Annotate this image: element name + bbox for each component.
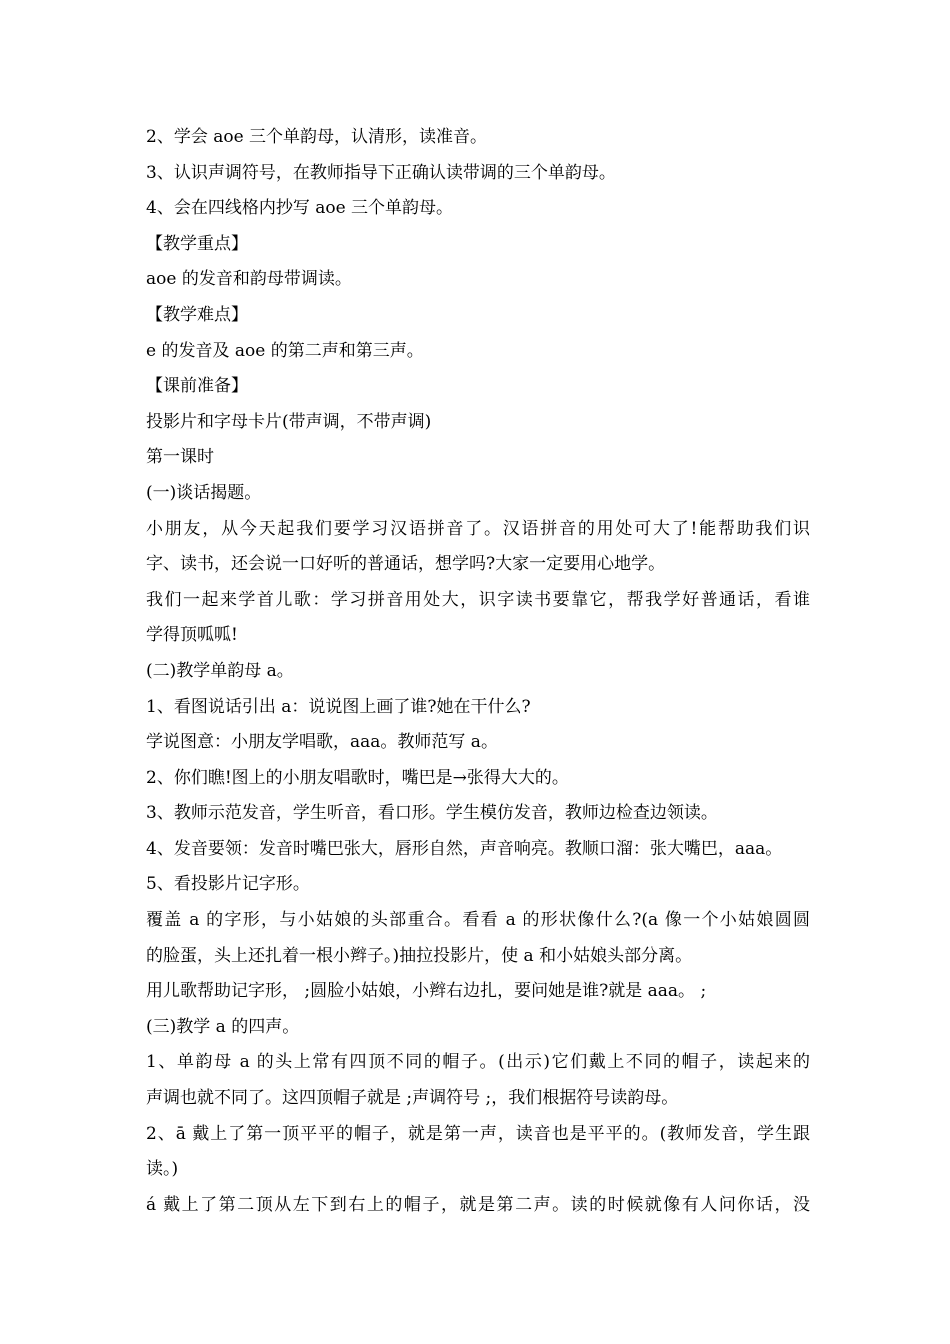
text-line-20: 3、教师示范发音，学生听音，看口形。学生模仿发音，教师边检查边领读。 [146, 803, 718, 824]
text-line-16: (二)教学单韵母 a。 [146, 660, 294, 681]
text-line-21: 4、发音要领：发音时嘴巴张大，唇形自然，声音响亮。教顺口溜：张大嘴巴，aaa。 [146, 838, 783, 859]
text-line-9: 投影片和字母卡片(带声调，不带声调) [146, 411, 432, 432]
text-line-31: á 戴上了第二顶从左下到右上的帽子，就是第二声。读的时候就像有人问你话，没 [146, 1194, 810, 1215]
text-line-5: aoe 的发音和韵母带调读。 [146, 269, 352, 290]
section-heading-key-points: 【教学重点】 [146, 233, 248, 254]
text-line-25: 用儿歌帮助记字形， ;圆脸小姑娘，小辫右边扎，要问她是谁?就是 aaa。 ; [146, 981, 707, 1002]
text-line-22: 5、看投影片记字形。 [146, 874, 310, 895]
text-line-7: e 的发音及 aoe 的第二声和第三声。 [146, 340, 424, 361]
text-line-23: 覆盖 a 的字形，与小姑娘的头部重合。看看 a 的形状像什么?(a 像一个小姑娘圆圆 [146, 910, 810, 931]
section-heading-difficulties: 【教学难点】 [146, 304, 248, 325]
text-line-24: 的脸蛋，头上还扎着一根小辫子。)抽拉投影片，使 a 和小姑娘头部分离。 [146, 945, 693, 966]
text-line-3: 4、会在四线格内抄写 aoe 三个单韵母。 [146, 198, 454, 219]
text-line-28: 声调也就不同了。这四顶帽子就是 ;声调符号 ;，我们根据符号读韵母。 [146, 1088, 679, 1109]
text-line-14: 我们一起来学首儿歌：学习拼音用处大，识字读书要靠它，帮我学好普通话，看谁 [146, 589, 810, 610]
document-body [146, 120, 810, 1223]
text-line-15: 学得顶呱呱! [146, 625, 238, 646]
text-line-27: 1、单韵母 a 的头上常有四顶不同的帽子。(出示)它们戴上不同的帽子，读起来的 [146, 1052, 810, 1073]
text-line-26: (三)教学 a 的四声。 [146, 1016, 300, 1037]
text-line-1: 2、学会 aoe 三个单韵母，认清形，读准音。 [146, 127, 488, 147]
text-line-12: 小朋友，从今天起我们要学习汉语拼音了。汉语拼音的用处可大了!能帮助我们识 [146, 518, 810, 539]
text-line-13: 字、读书，还会说一口好听的普通话，想学吗?大家一定要用心地学。 [146, 554, 666, 575]
text-line-29: 2、ā 戴上了第一顶平平的帽子，就是第一声，读音也是平平的。(教师发音，学生跟 [146, 1123, 810, 1144]
text-line-2: 3、认识声调符号，在教师指导下正确认读带调的三个单韵母。 [146, 162, 616, 183]
text-line-30: 读。) [146, 1159, 179, 1180]
text-line-11: (一)谈话揭题。 [146, 482, 262, 503]
text-line-19: 2、你们瞧!图上的小朋友唱歌时，嘴巴是→张得大大的。 [146, 767, 569, 788]
text-line-18: 学说图意：小朋友学唱歌，aaa。教师范写 a。 [146, 732, 498, 753]
lesson-title: 第一课时 [146, 447, 214, 468]
section-heading-preparation: 【课前准备】 [146, 376, 248, 397]
text-line-17: 1、看图说话引出 a：说说图上画了谁?她在干什么? [146, 696, 531, 717]
